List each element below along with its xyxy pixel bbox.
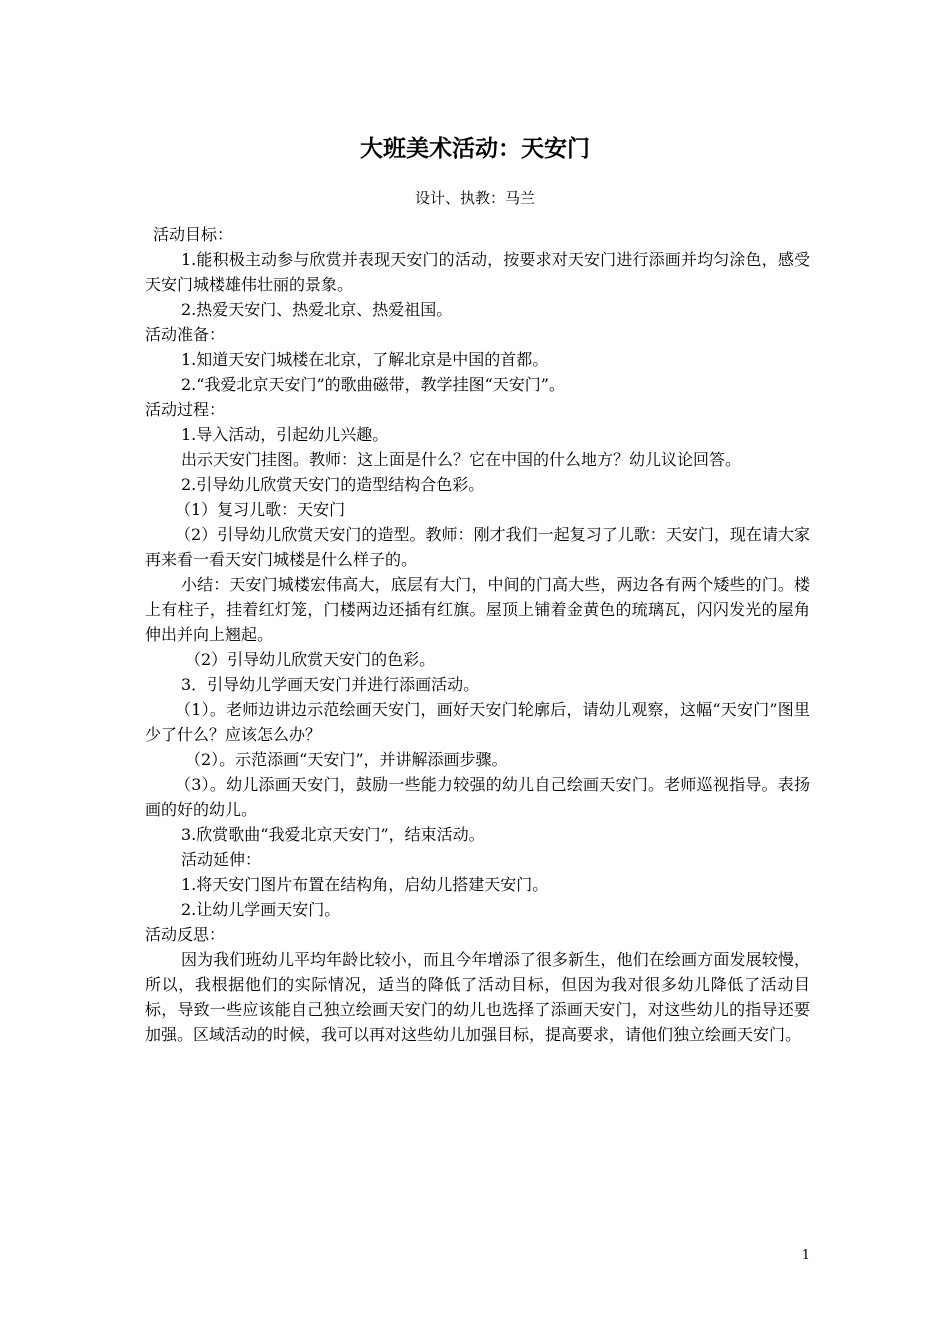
section-heading-extension: 活动延伸： [181, 850, 262, 869]
paragraph: （1）。老师边讲边示范绘画天安门，画好天安门轮廓后，请幼儿观察，这幅“天安门”图里少了什么？应该怎么办？ [145, 700, 810, 744]
paragraph: （3）。幼儿添画天安门，鼓励一些能力较强的幼儿自己绘画天安门。老师巡视指导。表扬画的好的幼儿。 [145, 775, 810, 819]
paragraph: （2）。示范添画“天安门”，并讲解添画步骤。 [185, 750, 508, 769]
paragraph: 1.知道天安门城楼在北京，了解北京是中国的首都。 [181, 350, 549, 369]
paragraph: 2.热爱天安门、热爱北京、热爱祖国。 [181, 300, 453, 319]
document-title: 大班美术活动：天安门 [360, 136, 590, 162]
paragraph: 2.“我爱北京天安门”的歌曲磁带，教学挂图“天安门”。 [181, 375, 565, 394]
section-heading-goals: 活动目标： [153, 225, 234, 244]
paragraph: 3．引导幼儿学画天安门并进行添画活动。 [181, 675, 480, 694]
author-line: 设计、执教：马兰 [414, 189, 535, 207]
paragraph: 3.欣赏歌曲“我爱北京天安门”，结束活动。 [181, 825, 485, 844]
paragraph: 1.导入活动，引起幼儿兴趣。 [181, 425, 389, 444]
section-heading-reflection: 活动反思： [145, 925, 226, 944]
paragraph: 1.能积极主动参与欣赏并表现天安门的活动，按要求对天安门进行添画并均匀涂色，感受天安门城楼雄伟壮丽的景象。 [145, 250, 810, 294]
section-heading-process: 活动过程： [145, 400, 226, 419]
paragraph: （1）复习儿歌：天安门 [175, 500, 346, 519]
paragraph: 小结：天安门城楼宏伟高大，底层有大门，中间的门高大些，两边各有两个矮些的门。楼上有柱子，挂着红灯笼，门楼两边还插有红旗。屋顶上铺着金黄色的琉璃瓦，闪闪发光的屋角伸出并向上翘起。 [145, 575, 810, 644]
paragraph: 2.让幼儿学画天安门。 [181, 900, 341, 919]
paragraph: 1.将天安门图片布置在结构角，启幼儿搭建天安门。 [181, 875, 549, 894]
paragraph: 2.引导幼儿欣赏天安门的造型结构合色彩。 [181, 475, 485, 494]
page-number: 1 [801, 1248, 810, 1263]
paragraph: （2）引导幼儿欣赏天安门的色彩。 [185, 650, 436, 669]
section-heading-preparation: 活动准备： [145, 325, 226, 344]
paragraph: 因为我们班幼儿平均年龄比较小，而且今年增添了很多新生，他们在绘画方面发展较慢，所以，我根据他们的实际情况，适当的降低了活动目标，但因为我对很多幼儿降低了活动目标，导致一些应该能自己独立绘画天安门的幼儿也选择了添画天安门，对这些幼儿的指导还要加强。区域活动的时候，我可以再对这些幼儿加强目标，提高要求，请他们独立绘画天安门。 [145, 950, 810, 1044]
paragraph: 出示天安门挂图。教师：这上面是什么？它在中国的什么地方？幼儿议论回答。 [181, 450, 742, 469]
paragraph: （2）引导幼儿欣赏天安门的造型。教师：刚才我们一起复习了儿歌：天安门，现在请大家再来看一看天安门城楼是什么样子的。 [145, 525, 810, 569]
document-body [145, 222, 810, 1047]
